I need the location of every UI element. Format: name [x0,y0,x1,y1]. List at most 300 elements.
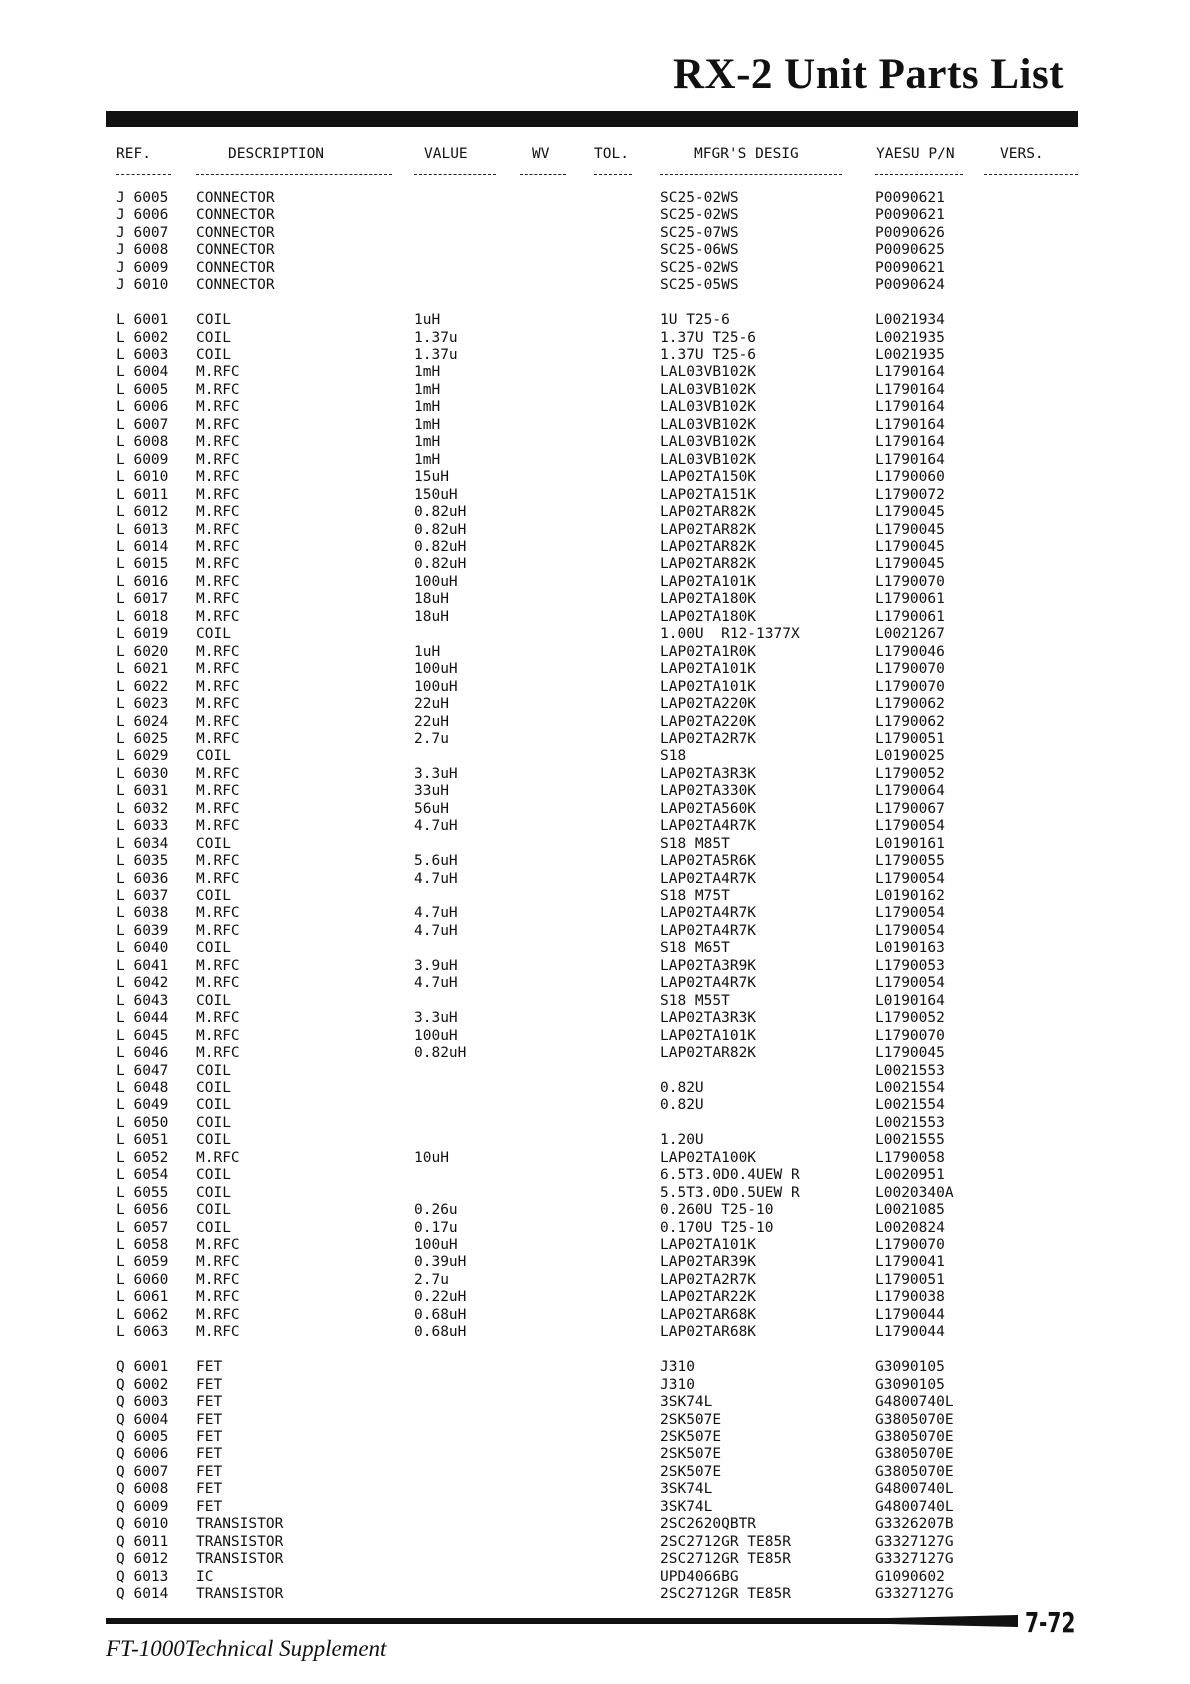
header-underline-ref [116,174,171,175]
page-number: 7-72 [1025,1606,1076,1639]
cell-mfgr: SC25-02WS [660,207,739,223]
table-row [0,905,1190,922]
cell-mfgr: LAP02TA4R7K [660,905,757,921]
cell-ref: L 6019 [116,626,169,642]
cell-value: 1mH [414,452,441,468]
table-row [0,312,1190,329]
cell-pn: L1790052 [875,766,945,782]
cell-pn: L1790054 [875,923,945,939]
cell-ref: L 6060 [116,1272,169,1288]
cell-mfgr: LAP02TA3R9K [660,958,757,974]
cell-ref: L 6056 [116,1202,169,1218]
table-row [0,766,1190,783]
cell-ref: J 6010 [116,277,169,293]
cell-mfgr: LAP02TA5R6K [660,853,757,869]
table-row [0,1202,1190,1219]
cell-description: M.RFC [196,469,240,485]
table-row [0,1010,1190,1027]
header-wv: WV [532,146,550,162]
cell-pn: L1790070 [875,661,945,677]
cell-description: M.RFC [196,853,240,869]
cell-description: CONNECTOR [196,242,275,258]
cell-description: M.RFC [196,714,240,730]
header-mfgr: MFGR'S DESIG [694,146,799,162]
cell-value: 0.82uH [414,556,467,572]
cell-ref: L 6059 [116,1254,169,1270]
cell-description: TRANSISTOR [196,1551,284,1567]
cell-pn: P0090621 [875,260,945,276]
header-underline-vers [984,174,1078,175]
cell-ref: L 6022 [116,679,169,695]
cell-ref: Q 6002 [116,1377,169,1393]
cell-pn: L1790058 [875,1150,945,1166]
cell-ref: L 6039 [116,923,169,939]
cell-description: COIL [196,1220,231,1236]
cell-pn: G3327127G [875,1534,954,1550]
cell-pn: P0090625 [875,242,945,258]
header-ref: REF. [116,146,151,162]
header-underline-wv [520,174,566,175]
table-row [0,1394,1190,1411]
cell-ref: L 6014 [116,539,169,555]
table-row [0,1289,1190,1306]
cell-mfgr: LAP02TA4R7K [660,871,757,887]
cell-ref: L 6017 [116,591,169,607]
cell-description: CONNECTOR [196,207,275,223]
cell-ref: J 6005 [116,190,169,206]
cell-description: M.RFC [196,364,240,380]
cell-mfgr: 1.37U T25-6 [660,347,757,363]
cell-description: COIL [196,940,231,956]
cell-description: M.RFC [196,958,240,974]
cell-pn: L0021553 [875,1063,945,1079]
table-row [0,940,1190,957]
cell-value: 100uH [414,679,458,695]
cell-description: M.RFC [196,818,240,834]
cell-pn: L1790054 [875,905,945,921]
cell-mfgr: LAP02TA330K [660,783,757,799]
cell-description: CONNECTOR [196,190,275,206]
cell-ref: L 6063 [116,1324,169,1340]
cell-ref: Q 6014 [116,1586,169,1602]
cell-ref: L 6016 [116,574,169,590]
table-row [0,923,1190,940]
table-row [0,714,1190,731]
cell-value: 4.7uH [414,871,458,887]
cell-value: 5.6uH [414,853,458,869]
table-row [0,993,1190,1010]
cell-description: TRANSISTOR [196,1534,284,1550]
cell-mfgr: 2SK507E [660,1412,722,1428]
cell-pn: G3327127G [875,1551,954,1567]
cell-description: M.RFC [196,504,240,520]
table-row [0,1377,1190,1394]
cell-pn: L1790070 [875,574,945,590]
cell-pn: L1790064 [875,783,945,799]
table-row [0,975,1190,992]
cell-pn: L0021554 [875,1097,945,1113]
cell-value: 18uH [414,591,449,607]
cell-mfgr: SC25-02WS [660,260,739,276]
cell-description: M.RFC [196,1254,240,1270]
cell-mfgr: SC25-05WS [660,277,739,293]
cell-pn: L1790053 [875,958,945,974]
cell-value: 4.7uH [414,923,458,939]
cell-ref: L 6047 [116,1063,169,1079]
cell-value: 4.7uH [414,975,458,991]
cell-pn: L1790060 [875,469,945,485]
cell-pn: L1790054 [875,975,945,991]
cell-ref: Q 6004 [116,1412,169,1428]
cell-value: 1mH [414,364,441,380]
cell-mfgr: 0.170U T25-10 [660,1220,774,1236]
cell-description: M.RFC [196,1010,240,1026]
cell-mfgr: S18 M55T [660,993,730,1009]
cell-ref: Q 6012 [116,1551,169,1567]
table-row [0,696,1190,713]
cell-ref: Q 6010 [116,1516,169,1532]
cell-value: 0.82uH [414,522,467,538]
cell-description: FET [196,1359,223,1375]
cell-ref: Q 6001 [116,1359,169,1375]
cell-value: 100uH [414,1028,458,1044]
cell-ref: L 6034 [116,836,169,852]
top-rule [106,111,1078,127]
table-row [0,347,1190,364]
cell-value: 4.7uH [414,905,458,921]
cell-mfgr: LAP02TAR82K [660,1045,757,1061]
cell-mfgr: S18 [660,748,687,764]
cell-pn: L1790045 [875,1045,945,1061]
cell-pn: L1790051 [875,731,945,747]
table-row [0,452,1190,469]
cell-mfgr: LAP02TA4R7K [660,923,757,939]
cell-ref: L 6015 [116,556,169,572]
header-underline-mfgr [660,174,842,175]
table-row [0,469,1190,486]
cell-value: 150uH [414,487,458,503]
bottom-rule [106,1618,1018,1624]
cell-description: FET [196,1464,223,1480]
cell-ref: Q 6006 [116,1446,169,1462]
table-row [0,399,1190,416]
cell-ref: L 6011 [116,487,169,503]
cell-mfgr: LAL03VB102K [660,382,757,398]
cell-description: M.RFC [196,783,240,799]
cell-ref: L 6046 [116,1045,169,1061]
cell-description: M.RFC [196,487,240,503]
cell-description: M.RFC [196,801,240,817]
cell-ref: L 6002 [116,330,169,346]
table-row [0,225,1190,242]
cell-ref: L 6020 [116,644,169,660]
cell-pn: L0021553 [875,1115,945,1131]
table-row [0,836,1190,853]
table-row [0,207,1190,224]
cell-ref: L 6058 [116,1237,169,1253]
table-row [0,661,1190,678]
cell-mfgr: UPD4066BG [660,1569,739,1585]
cell-pn: G4800740L [875,1499,954,1515]
cell-pn: L1790070 [875,1237,945,1253]
cell-ref: Q 6005 [116,1429,169,1445]
cell-mfgr: 2SC2712GR TE85R [660,1534,791,1550]
cell-value: 2.7u [414,731,449,747]
cell-description: COIL [196,312,231,328]
cell-ref: J 6008 [116,242,169,258]
cell-description: COIL [196,1080,231,1096]
cell-value: 10uH [414,1150,449,1166]
cell-description: TRANSISTOR [196,1516,284,1532]
cell-ref: L 6052 [116,1150,169,1166]
header-underline-pn [875,174,963,175]
cell-pn: L1790072 [875,487,945,503]
cell-mfgr: LAP02TA220K [660,714,757,730]
cell-value: 2.7u [414,1272,449,1288]
cell-description: FET [196,1499,223,1515]
cell-ref: L 6018 [116,609,169,625]
cell-ref: L 6035 [116,853,169,869]
cell-ref: L 6054 [116,1167,169,1183]
table-row [0,783,1190,800]
cell-mfgr: LAP02TAR39K [660,1254,757,1270]
cell-ref: L 6055 [116,1185,169,1201]
cell-description: M.RFC [196,696,240,712]
table-row [0,574,1190,591]
cell-mfgr: LAP02TAR82K [660,539,757,555]
cell-ref: L 6012 [116,504,169,520]
cell-pn: G3326207B [875,1516,954,1532]
cell-mfgr: 1.20U [660,1132,704,1148]
cell-mfgr: 0.82U [660,1080,704,1096]
cell-mfgr: LAP02TA101K [660,1237,757,1253]
cell-mfgr: LAP02TA2R7K [660,731,757,747]
table-row [0,853,1190,870]
cell-mfgr: LAP02TAR82K [660,556,757,572]
cell-description: M.RFC [196,1150,240,1166]
cell-pn: G3805070E [875,1446,954,1462]
cell-description: COIL [196,748,231,764]
table-row [0,330,1190,347]
cell-pn: L1790044 [875,1307,945,1323]
table-row [0,1307,1190,1324]
cell-ref: L 6041 [116,958,169,974]
cell-ref: Q 6007 [116,1464,169,1480]
cell-value: 1mH [414,382,441,398]
cell-pn: P0090621 [875,207,945,223]
table-row [0,1516,1190,1533]
cell-ref: L 6049 [116,1097,169,1113]
cell-value: 15uH [414,469,449,485]
cell-description: M.RFC [196,382,240,398]
cell-description: M.RFC [196,731,240,747]
table-row [0,242,1190,259]
table-row [0,1272,1190,1289]
cell-ref: L 6061 [116,1289,169,1305]
cell-description: FET [196,1412,223,1428]
table-header [0,146,1190,163]
cell-description: M.RFC [196,522,240,538]
cell-description: FET [196,1481,223,1497]
cell-pn: L1790164 [875,382,945,398]
cell-ref: Q 6009 [116,1499,169,1515]
table-row [0,1429,1190,1446]
cell-pn: L1790164 [875,434,945,450]
table-row [0,1220,1190,1237]
cell-value: 22uH [414,696,449,712]
table-row [0,1569,1190,1586]
cell-pn: G3805070E [875,1429,954,1445]
cell-mfgr: J310 [660,1359,695,1375]
cell-mfgr: 1U T25-6 [660,312,730,328]
cell-ref: L 6013 [116,522,169,538]
cell-description: M.RFC [196,1237,240,1253]
cell-description: M.RFC [196,905,240,921]
cell-mfgr: LAP02TA180K [660,591,757,607]
cell-description: M.RFC [196,766,240,782]
header-underline-value [414,174,496,175]
cell-ref: L 6006 [116,399,169,415]
cell-mfgr: 3SK74L [660,1499,713,1515]
cell-value: 33uH [414,783,449,799]
table-row [0,1446,1190,1463]
cell-pn: L1790044 [875,1324,945,1340]
cell-ref: Q 6013 [116,1569,169,1585]
table-row [0,260,1190,277]
cell-pn: L1790164 [875,399,945,415]
cell-description: TRANSISTOR [196,1586,284,1602]
footer-text: FT-1000Technical Supplement [106,1636,387,1661]
cell-mfgr: 3SK74L [660,1481,713,1497]
cell-mfgr: 1.37U T25-6 [660,330,757,346]
cell-mfgr: 2SC2620QBTR [660,1516,757,1532]
cell-description: COIL [196,888,231,904]
cell-ref: L 6010 [116,469,169,485]
cell-mfgr: LAL03VB102K [660,364,757,380]
cell-ref: L 6025 [116,731,169,747]
table-row [0,1097,1190,1114]
cell-description: M.RFC [196,1289,240,1305]
table-row [0,504,1190,521]
cell-value: 0.68uH [414,1307,467,1323]
cell-description: M.RFC [196,539,240,555]
cell-mfgr: LAP02TA220K [660,696,757,712]
table-row [0,277,1190,294]
cell-ref: L 6032 [116,801,169,817]
page-title: RX-2 Unit Parts List [673,51,1064,98]
cell-pn: L1790164 [875,364,945,380]
header-pn: YAESU P/N [876,146,955,162]
table-row [0,556,1190,573]
cell-pn: L1790067 [875,801,945,817]
cell-mfgr: LAP02TA101K [660,661,757,677]
cell-mfgr: LAP02TAR82K [660,522,757,538]
table-row [0,609,1190,626]
cell-ref: L 6029 [116,748,169,764]
cell-description: COIL [196,626,231,642]
cell-mfgr: SC25-07WS [660,225,739,241]
cell-description: M.RFC [196,399,240,415]
cell-ref: L 6009 [116,452,169,468]
cell-pn: L0190163 [875,940,945,956]
cell-pn: P0090624 [875,277,945,293]
cell-description: FET [196,1446,223,1462]
table-row [0,487,1190,504]
table-row [0,1063,1190,1080]
cell-pn: L0190025 [875,748,945,764]
cell-pn: L1790045 [875,522,945,538]
cell-mfgr: 6.5T3.0D0.4UEW R [660,1167,800,1183]
cell-description: COIL [196,1063,231,1079]
cell-ref: L 6003 [116,347,169,363]
table-row [0,539,1190,556]
cell-mfgr: SC25-06WS [660,242,739,258]
table-row [0,382,1190,399]
cell-pn: P0090621 [875,190,945,206]
table-row [0,626,1190,643]
cell-description: M.RFC [196,871,240,887]
cell-ref: L 6062 [116,1307,169,1323]
cell-description: COIL [196,330,231,346]
table-row [0,679,1190,696]
cell-mfgr: LAP02TA1R0K [660,644,757,660]
cell-pn: L0021267 [875,626,945,642]
cell-pn: L1790041 [875,1254,945,1270]
cell-ref: J 6007 [116,225,169,241]
header-description: DESCRIPTION [228,146,325,162]
cell-description: M.RFC [196,975,240,991]
cell-mfgr: LAL03VB102K [660,452,757,468]
cell-value: 100uH [414,574,458,590]
cell-description: COIL [196,836,231,852]
cell-ref: L 6038 [116,905,169,921]
cell-description: COIL [196,1132,231,1148]
cell-pn: G4800740L [875,1394,954,1410]
cell-ref: L 6048 [116,1080,169,1096]
cell-value: 1.37u [414,330,458,346]
cell-description: CONNECTOR [196,225,275,241]
cell-description: M.RFC [196,417,240,433]
cell-pn: L1790045 [875,539,945,555]
cell-pn: L1790045 [875,556,945,572]
table-row [0,1359,1190,1376]
cell-description: COIL [196,1185,231,1201]
cell-pn: L0021935 [875,347,945,363]
cell-description: FET [196,1394,223,1410]
cell-description: CONNECTOR [196,277,275,293]
header-underline-tol [594,174,632,175]
cell-pn: L1790062 [875,696,945,712]
cell-pn: G3090105 [875,1359,945,1375]
cell-mfgr: LAP02TAR68K [660,1307,757,1323]
cell-description: M.RFC [196,591,240,607]
cell-pn: G3327127G [875,1586,954,1602]
table-row [0,1254,1190,1271]
cell-pn: L1790055 [875,853,945,869]
cell-pn: L1790070 [875,1028,945,1044]
cell-value: 1uH [414,312,441,328]
cell-value: 0.26u [414,1202,458,1218]
cell-pn: L1790054 [875,818,945,834]
cell-ref: L 6043 [116,993,169,1009]
cell-pn: L1790070 [875,679,945,695]
cell-mfgr: 0.260U T25-10 [660,1202,774,1218]
table-row [0,434,1190,451]
cell-value: 3.3uH [414,1010,458,1026]
cell-description: FET [196,1429,223,1445]
table-row [0,1237,1190,1254]
cell-value: 4.7uH [414,818,458,834]
